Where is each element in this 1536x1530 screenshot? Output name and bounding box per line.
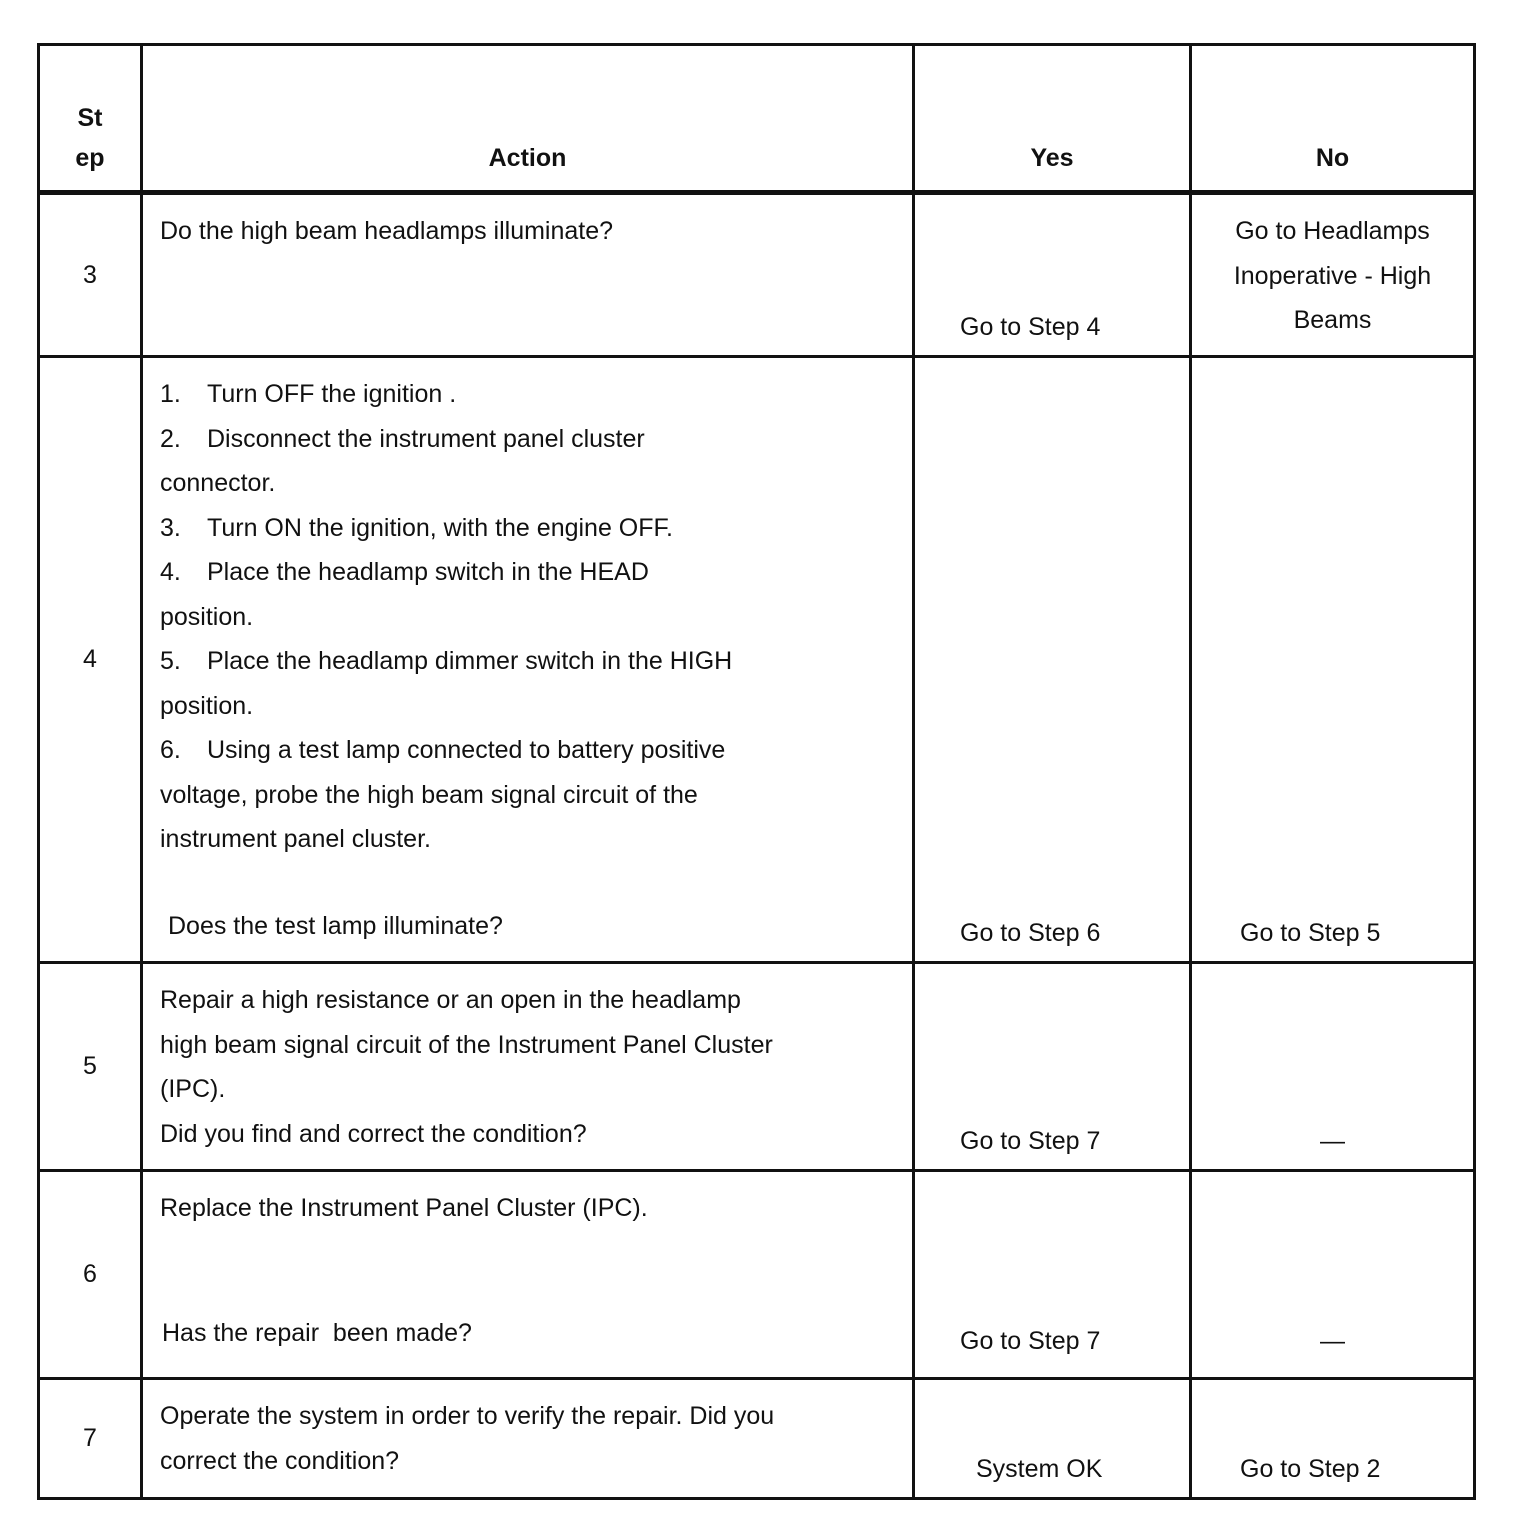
no-text: Go to Step 5 [1240, 918, 1381, 947]
list-item [160, 639, 896, 684]
step-number: 6 [39, 1171, 142, 1379]
yes-text: Go to Step 6 [960, 918, 1101, 947]
action-text: Replace the Instrument Panel Cluster (IPC). [160, 1194, 648, 1222]
action-cell [142, 1171, 914, 1379]
header-step-line1: St [77, 104, 103, 132]
list-number: 1. [160, 380, 181, 408]
list-text: Using a test lamp connected to battery positive [207, 736, 726, 764]
no-text: Go to Step 2 [1240, 1454, 1381, 1483]
yes-cell [914, 1171, 1191, 1379]
yes-text: Go to Step 7 [960, 1126, 1101, 1155]
action-line: (IPC). [160, 1075, 226, 1103]
action-cell [142, 193, 914, 357]
list-continuation: instrument panel cluster. [160, 825, 431, 853]
list-number: 4. [160, 558, 181, 586]
list-item [160, 372, 896, 417]
question-text: Did you find and correct the condition? [160, 1119, 587, 1148]
list-text: Disconnect the instrument panel cluster [207, 424, 645, 453]
action-text: Do the high beam headlamps illuminate? [160, 217, 614, 245]
table-row [39, 1379, 1475, 1499]
list-item [160, 506, 896, 551]
no-text: — [1320, 1126, 1345, 1155]
list-number: 2. [160, 424, 181, 453]
header-row [39, 45, 1475, 193]
no-text-line: Beams [1293, 306, 1372, 334]
header-action: Action [142, 45, 914, 193]
question-text: Does the test lamp illuminate? [168, 911, 503, 940]
no-cell [1191, 357, 1475, 963]
table-row [39, 1171, 1475, 1379]
action-cell [142, 1379, 914, 1499]
no-cell [1191, 963, 1475, 1171]
yes-text: Go to Step 4 [960, 312, 1101, 341]
list-continuation: position. [160, 602, 254, 631]
step-number: 4 [39, 357, 142, 963]
yes-cell [914, 1379, 1191, 1499]
action-line: high beam signal circuit of the Instrument Panel Cluster [160, 1030, 773, 1059]
list-number: 5. [160, 647, 181, 675]
list-text: Turn ON the ignition, with the engine OFF. [207, 513, 673, 542]
no-cell [1191, 1171, 1475, 1379]
list-item [160, 550, 896, 595]
yes-cell [914, 963, 1191, 1171]
header-yes: Yes [914, 45, 1191, 193]
header-step [39, 45, 142, 193]
list-text: Place the headlamp dimmer switch in the HIGH [207, 647, 733, 675]
no-text: — [1320, 1326, 1345, 1355]
list-number: 3. [160, 513, 181, 542]
list-continuation: voltage, probe the high beam signal circuit of the [160, 780, 698, 809]
table-row [39, 193, 1475, 357]
header-no: No [1191, 45, 1475, 193]
action-line: correct the condition? [160, 1446, 400, 1475]
action-cell [142, 963, 914, 1171]
no-text-line: Go to Headlamps [1235, 217, 1430, 245]
no-cell [1191, 1379, 1475, 1499]
list-item [160, 728, 896, 773]
spacer [160, 1231, 896, 1311]
action-line: Repair a high resistance or an open in the headlamp [160, 986, 741, 1014]
yes-text: Go to Step 7 [960, 1326, 1101, 1355]
list-text: Turn OFF the ignition . [207, 380, 457, 408]
yes-cell [914, 193, 1191, 357]
step-number: 7 [39, 1379, 142, 1499]
action-cell [142, 357, 914, 963]
step-number: 5 [39, 963, 142, 1171]
step-number: 3 [39, 193, 142, 357]
no-cell [1191, 193, 1475, 357]
spacer [160, 862, 896, 904]
yes-text: System OK [976, 1454, 1103, 1483]
diagnostic-table [37, 43, 1476, 1500]
yes-cell [914, 357, 1191, 963]
table-row [39, 963, 1475, 1171]
table-row [39, 357, 1475, 963]
header-step-line2: ep [75, 144, 105, 172]
list-number: 6. [160, 736, 181, 764]
no-text-line: Inoperative - High [1233, 261, 1432, 290]
action-line: Operate the system in order to verify the repair. Did you [160, 1402, 775, 1430]
question-text: Has the repair been made? [162, 1318, 472, 1347]
list-continuation: connector. [160, 469, 276, 497]
list-continuation: position. [160, 691, 254, 720]
list-text: Place the headlamp switch in the HEAD [207, 558, 649, 586]
list-item [160, 417, 896, 462]
